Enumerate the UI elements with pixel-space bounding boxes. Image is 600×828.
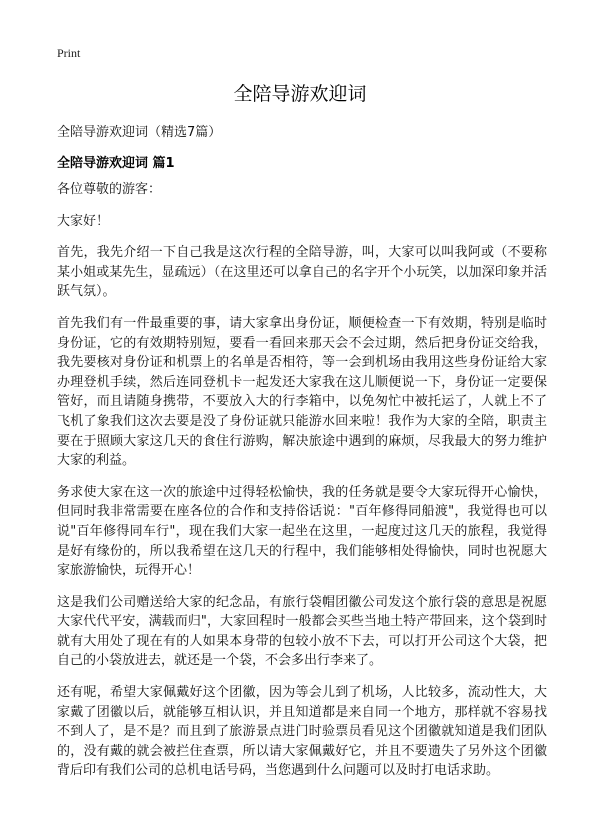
hello-paragraph: 大家好！	[57, 213, 110, 229]
print-link[interactable]: Print	[57, 46, 81, 60]
section-heading: 全陪导游欢迎词 篇1	[57, 156, 175, 171]
souvenir-paragraph: 这是我们公司赠送给大家的纪念品，有旅行袋帽团徽公司发这个旅行袋的意思是祝愿大家代代平安，满载而归"，大家回程时一般都会买些当地土特产带回来，这个袋到时就有大用处了现在有的人如果本身带的包较小放不下去，可以打开公司这个大袋，把自己的小袋放进去，就还是一个袋，不会多出行李来了。	[57, 594, 547, 669]
id-card-paragraph: 首先我们有一件最重要的事，请大家拿出身份证，顺便检查一下有效期，特别是临时身份证，它的有效期特别短，要看一看回来那天会不会过期，然后把身份证交给我，我先要核对身份证和机票上的名单是否相符，等一会到机场由我用这些身份证给大家办理登机手续，然后连同登机卡一起发还大家我在这儿顺便说一下，身份证一定要保管好，而且请随身携带，不要放入大的行李箱中，以免匆忙中被托运了，人就上不了飞机了象我们这次去要是没了身份证就只能游水回来啦！我作为大家的全陪，职责主要在于照顾大家这几天的食住行游购，解决旅途中遇到的麻烦，尽我最大的努力维护大家的利益。	[57, 315, 547, 469]
cooperation-paragraph: 务求使大家在这一次的旅途中过得轻松愉快，我的任务就是要令大家玩得开心愉快，但同时我非常需要在座各位的合作和支持俗话说："百年修得同船渡"，我觉得也可以说"百年修得同车行"，现在我们大家一起坐在这里，一起度过这几天的旅程，我觉得是好有缘份的，所以我希望在这几天的行程中，我们能够相处得愉快，同时也祝愿大家旅游愉快，玩得开心！	[57, 484, 547, 579]
badge-paragraph: 还有呢，希望大家佩戴好这个团徽，因为等会儿到了机场，人比较多，流动性大，大家戴了团徽以后，就能够互相认识，并且知道都是来自同一个地方，那样就不容易找不到人了，是不是？而且到了旅游景点进门时验票员看见这个团徽就知道是我们团队的，没有戴的就会被拦住查票，所以请大家佩戴好它，并且不要遗失了另外这个团徽背后印有我们公司的总机电话号码，当您遇到什么问题可以及时打电话求助。	[57, 685, 547, 779]
page-title: 全陪导游欢迎词	[233, 83, 367, 105]
greeting-paragraph: 各位尊敬的游客：	[57, 182, 162, 197]
document-subtitle: 全陪导游欢迎词（精选7篇）	[57, 125, 222, 140]
article-body	[57, 180, 547, 793]
introduction-paragraph: 首先，我先介绍一下自己我是这次行程的全陪导游，叫，大家可以叫我阿或（不要称某小姐或某先生，显疏远）（在这里还可以拿自己的名字开个小玩笑，以加深印象并活跃气氛）。	[57, 245, 547, 300]
